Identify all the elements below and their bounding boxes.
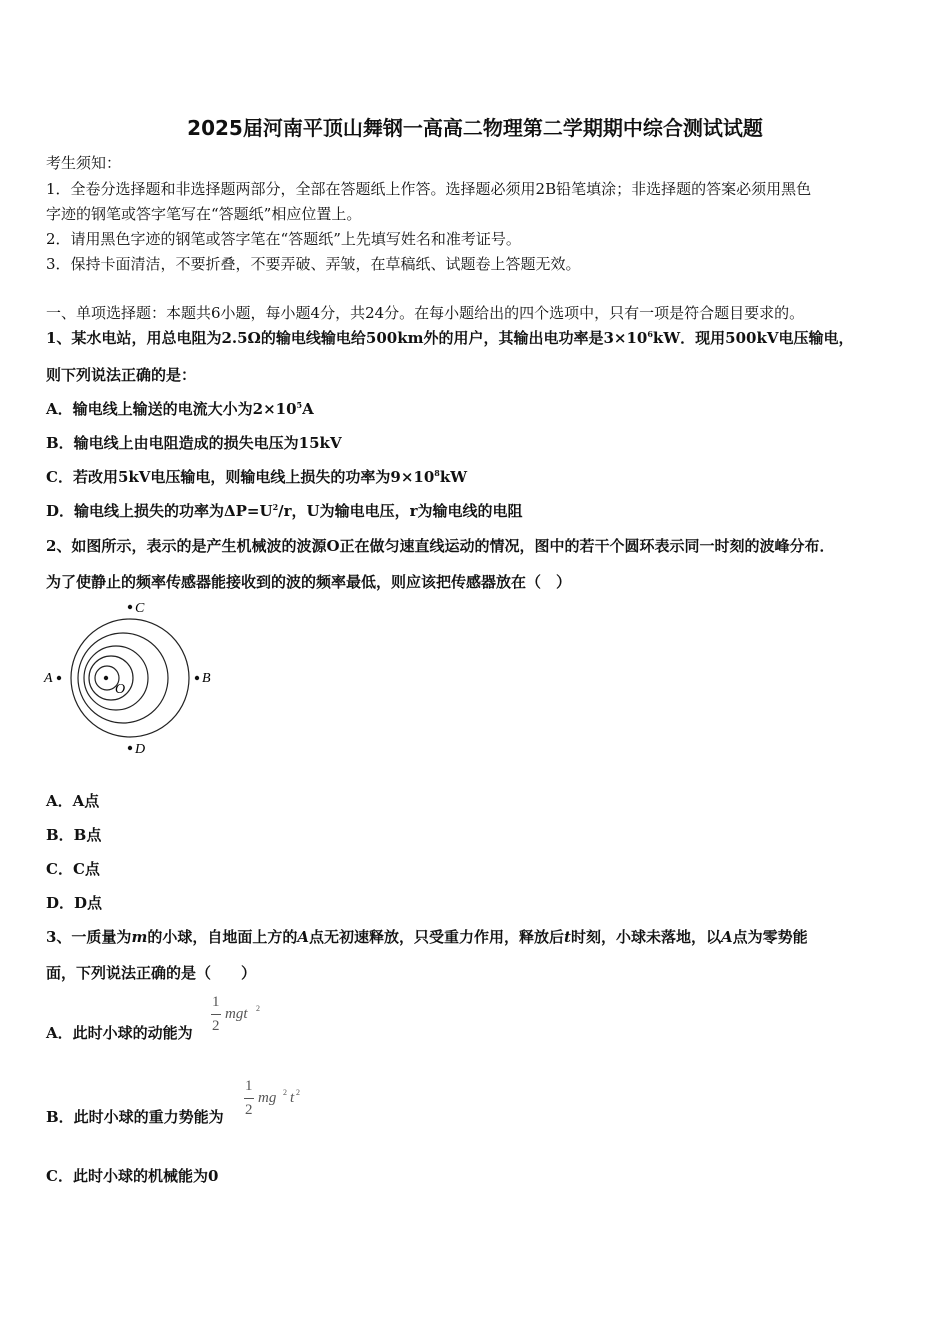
wave-ring-3 (84, 646, 148, 710)
q3-stem-time-var: t (564, 928, 571, 946)
q1-stem-text: 1、某水电站，用总电阻为2.5Ω的输电线输电给500km外的用户，其输出电功率是3×10 (46, 329, 648, 347)
notice-item-2: 2．请用黑色字迹的钢笔或答字笔在“答题纸”上先填写姓名和准考证号。 (46, 230, 521, 248)
q3-stem-tail: 点为零势能 (732, 928, 808, 946)
source-o-label: O (115, 682, 126, 697)
q1-option-d-formula: ΔP=U (224, 502, 273, 520)
q3-b-expression-2: t (290, 1090, 295, 1106)
q3-b-exponent-2: 2 (296, 1088, 300, 1097)
q3-option-a: A．此时小球的动能为 (46, 1024, 193, 1042)
q3-stem-pre: 3、一质量为 (46, 928, 132, 946)
q3-b-fraction-bar (244, 1098, 254, 1099)
q1-stem-line-2: 则下列说法正确的是： (46, 366, 197, 384)
q3-a-denominator: 2 (212, 1018, 220, 1034)
q1-option-d (46, 500, 523, 521)
q1-stem-sup: 6 (647, 329, 653, 339)
q1-option-d-text: D．输电线上损失的功率为 (46, 502, 225, 520)
q3-option-a-formula (208, 994, 278, 1044)
q3-stem-mass-var: m (131, 928, 148, 946)
q3-b-expression-1: mg (258, 1090, 277, 1106)
point-a-label: A (44, 671, 53, 686)
q3-stem-line-2: 面，下列说法正确的是（ ） (46, 964, 257, 982)
q1-option-b: B．输电线上由电阻造成的损失电压为15kV (46, 434, 342, 452)
q3-b-exponent-1: 2 (283, 1088, 287, 1097)
point-d-label: D (135, 742, 146, 757)
q3-a-expression: mgt (225, 1006, 248, 1022)
q1-stem-line-1 (46, 327, 854, 348)
q3-stem-point-a-2: A (720, 928, 733, 946)
point-d-dot (128, 746, 132, 750)
section-1-heading: 一、单项选择题：本题共6小题，每小题4分，共24分。在每小题给出的四个选项中，只有一项是符合题目要求的。 (46, 304, 805, 322)
q1-option-c-tail: kW (439, 468, 468, 486)
point-b-label: B (202, 671, 211, 686)
q2-option-b: B．B点 (46, 826, 102, 844)
q2-option-c: C．C点 (46, 860, 100, 878)
q3-a-exponent: 2 (256, 1004, 260, 1013)
q1-option-a-sup: 5 (296, 400, 303, 410)
q3-a-fraction-bar (211, 1014, 221, 1015)
page-title: 2025届河南平顶山舞钢一高高二物理第二学期期中综合测试试题 (187, 116, 763, 140)
q2-option-a: A．A点 (46, 792, 100, 810)
q3-stem-mid: 的小球，自地面上方的 (147, 928, 298, 946)
q3-stem-mid3: 时刻，小球未落地，以 (570, 928, 721, 946)
q3-stem-point-a: A (297, 928, 309, 946)
q2-stem-line-2: 为了使静止的频率传感器能接收到的波的频率最低，则应该把传感器放在（ ） (46, 573, 572, 591)
point-c-label: C (135, 601, 145, 616)
q1-option-d-tail: /r，U为输电电压，r为输电线的电阻 (278, 502, 523, 520)
point-c-dot (128, 605, 132, 609)
point-b-dot (195, 676, 199, 680)
notice-item-3: 3．保持卡面清洁，不要折叠，不要弄破、弄皱，在草稿纸、试题卷上答题无效。 (46, 255, 581, 273)
q3-stem-mid2: 点无初速释放，只受重力作用，释放后 (308, 928, 564, 946)
wave-source-figure (40, 596, 220, 761)
q3-b-numerator: 1 (245, 1078, 253, 1094)
q3-stem-line-1 (46, 926, 808, 947)
q2-option-d: D．D点 (46, 894, 103, 912)
q1-option-c (46, 466, 467, 487)
notice-heading: 考生须知： (46, 154, 122, 172)
q1-stem-tail: kW．现用500kV电压输电， (652, 329, 854, 347)
q3-b-denominator: 2 (245, 1102, 253, 1118)
q1-option-c-text: C．若改用5kV电压输电，则输电线上损失的功率为9×10 (46, 468, 435, 486)
q3-a-numerator: 1 (212, 994, 220, 1010)
point-a-dot (57, 676, 61, 680)
q1-option-c-sup: 8 (434, 468, 440, 478)
q3-option-c: C．此时小球的机械能为0 (46, 1167, 219, 1185)
q3-option-b-formula (241, 1078, 321, 1128)
q1-option-a (46, 398, 314, 419)
q1-option-a-text: A．输电线上输送的电流大小为2×10 (46, 400, 297, 418)
q1-option-d-sup: 2 (272, 502, 279, 512)
notice-item-1: 1．全卷分选择题和非选择题两部分，全部在答题纸上作答。选择题必须用2B铅笔填涂；非选择题的答案必须用黑色 (46, 180, 812, 198)
q3-option-b: B．此时小球的重力势能为 (46, 1108, 224, 1126)
q2-stem-line-1: 2、如图所示，表示的是产生机械波的波源O正在做匀速直线运动的情况，图中的若干个圆环表示同一时刻的波峰分布． (46, 537, 835, 555)
notice-item-1-cont: 字迹的钢笔或答字笔写在“答题纸”相应位置上。 (46, 205, 362, 223)
source-o-dot (104, 676, 108, 680)
q1-option-a-tail: A (302, 400, 314, 418)
